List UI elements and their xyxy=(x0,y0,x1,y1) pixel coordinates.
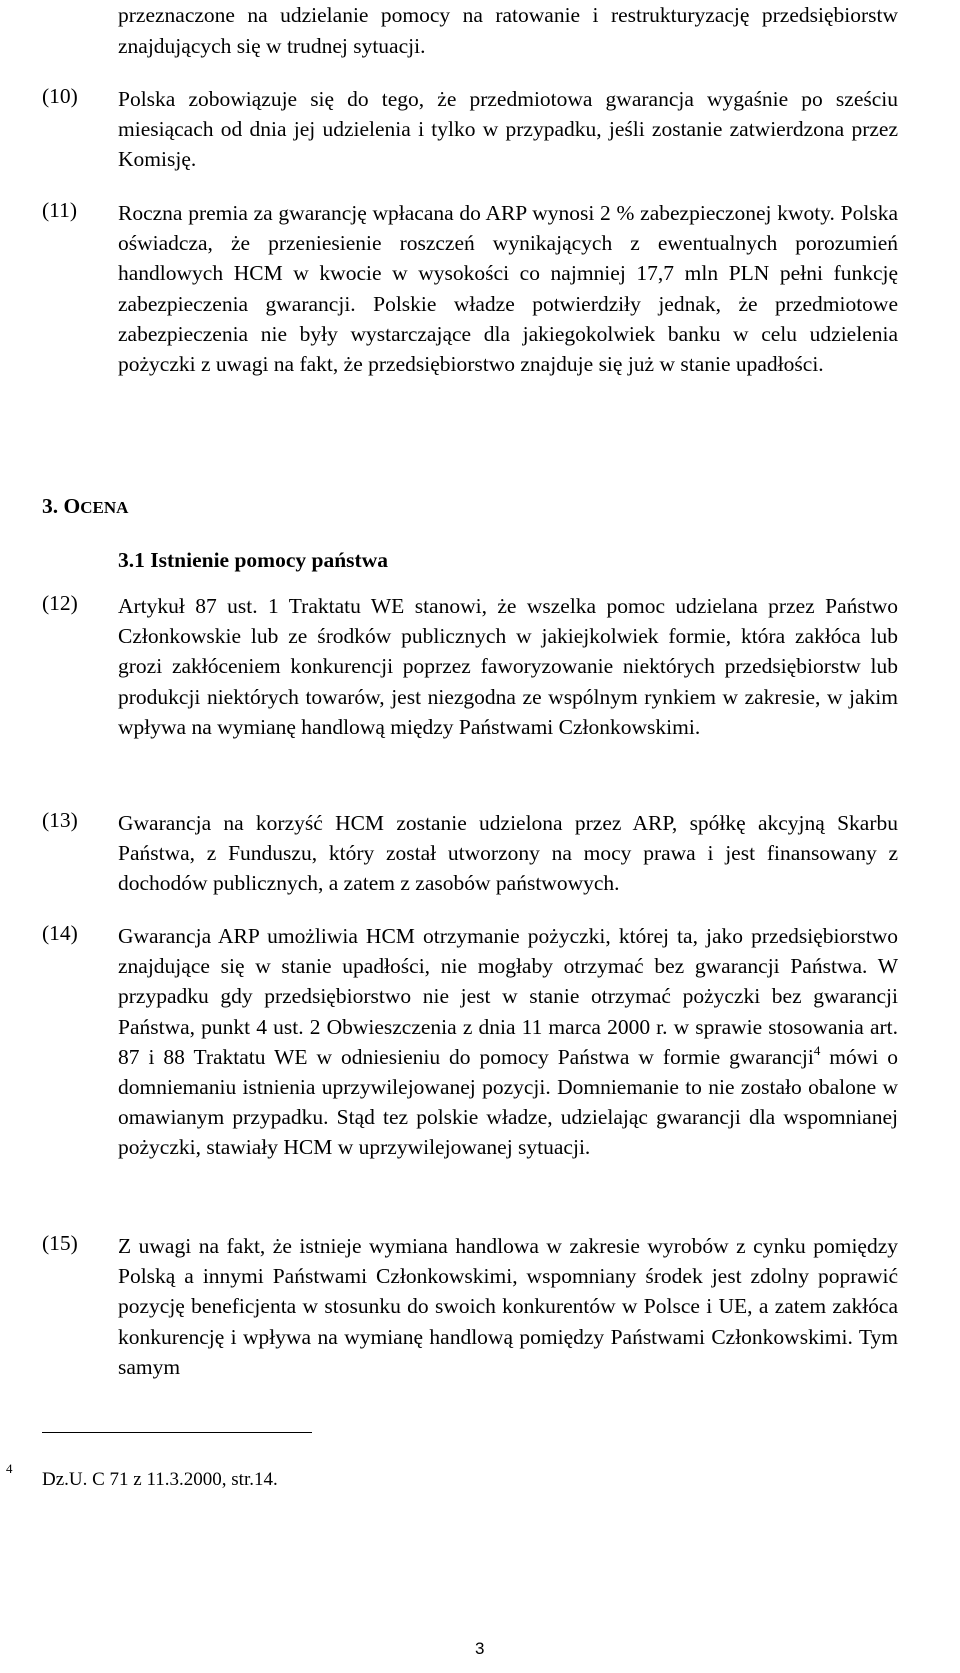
paragraph-number: (10) xyxy=(42,84,78,108)
paragraph-text: Gwarancja na korzyść HCM zostanie udzielona przez ARP, spółkę akcyjną Skarbu Państwa, z Funduszu, który został utworzony na mocy prawa i jest finansowany z dochodów publicznych, a zatem z zasobów państwowych. xyxy=(118,811,898,896)
footnote-mark: 4 xyxy=(6,1461,13,1476)
paragraph-text-part: mówi o domniemaniu istnienia uprzywilejowanej pozycji. Domniemanie to nie zostało obalone w omawianym przypadku. Stąd tez polskie władze, udzielając gwarancji dla wspomnianej pożyczki, stawiały HCM w uprzywilejowanej sytuacji. xyxy=(118,1044,898,1160)
footnote-reference: 4 xyxy=(813,1042,821,1058)
paragraph-number: (14) xyxy=(42,921,78,945)
section-heading xyxy=(42,494,128,519)
subsection-heading: 3.1 Istnienie pomocy państwa xyxy=(118,548,388,572)
paragraph-text: Polska zobowiązuje się do tego, że przedmiotowa gwarancja wygaśnie po sześciu miesiącach od dnia jej udzielenia i tylko w przypadku, jeśli zostanie zatwierdzona przez Komisję. xyxy=(118,87,898,172)
paragraph-13 xyxy=(42,808,898,899)
paragraph-text xyxy=(118,921,898,1163)
paragraph-text: Artykuł 87 ust. 1 Traktatu WE stanowi, że wszelka pomoc udzielana przez Państwo Członkowskie lub ze środków publicznych w jakiejkolwiek formie, która zakłóca lub grozi zakłóceniem konkurencji poprzez faworyzowanie niektórych przedsiębiorstw lub produkcji niektórych towarów, jest niezgodna ze wspólnym rynkiem w zakresie, w jakim wpływa na wymianę handlową między Państwami Członkowskimi. xyxy=(118,594,898,739)
footnote-separator xyxy=(42,1432,312,1433)
paragraph-15 xyxy=(42,1231,898,1382)
paragraph-14 xyxy=(42,921,898,1163)
section-number: 3. xyxy=(42,494,59,518)
paragraph-number: (11) xyxy=(42,198,78,222)
section-title-initial: O xyxy=(63,494,81,518)
paragraph-11 xyxy=(42,198,898,379)
section-title-smallcaps: CENA xyxy=(80,498,129,517)
paragraph-10 xyxy=(42,84,898,175)
paragraph-number: (15) xyxy=(42,1231,78,1255)
paragraph-number: (12) xyxy=(42,591,78,615)
paragraph-text-part: Gwarancja ARP umożliwia HCM otrzymanie pożyczki, której ta, jako przedsiębiorstwo znajdujące się w stanie upadłości, nie mogłaby otrzymać bez gwarancji Państwa. W przypadku gdy przedsiębiorstwo nie jest w stanie otrzymać pożyczki bez gwarancji Państwa, punkt 4 ust. 2 Obwieszczenia z dnia 11 marca 2000 r. w sprawie stosowania art. 87 i 88 Traktatu WE w odniesieniu do pomocy Państwa w formie gwarancji xyxy=(118,924,898,1069)
paragraph-text: Roczna premia za gwarancję wpłacana do ARP wynosi 2 % zabezpieczonej kwoty. Polska oświadcza, że przeniesienie roszczeń wynikających z ewentualnych porozumień handlowych HCM w kwocie w wysokości co najmniej 17,7 mln PLN pełni funkcję zabezpieczenia gwarancji. Polskie władze potwierdziły jednak, że przedmiotowe zabezpieczenia nie były wystarczające dla jakiegokolwiek banku w celu udzielenia pożyczki z uwagi na fakt, że przedsiębiorstwo znajduje się już w stanie upadłości. xyxy=(118,201,898,377)
footnote-text: Dz.U. C 71 z 11.3.2000, str.14. xyxy=(42,1469,278,1490)
intro-text: przeznaczone na udzielanie pomocy na ratowanie i restrukturyzację przedsiębiorstw znajdujących się w trudnej sytuacji. xyxy=(118,3,898,58)
page-number: 3 xyxy=(475,1639,485,1658)
paragraph-text: Z uwagi na fakt, że istnieje wymiana handlowa w zakresie wyrobów z cynku pomiędzy Polską a innymi Państwami Członkowskimi, wspomniany środek jest zdolny poprawić pozycję beneficjenta w stosunku do swoich konkurentów w Polsce i UE, a zatem zakłóca konkurencję i wpływa na wymianę handlową pomiędzy Państwami Członkowskimi. Tym samym xyxy=(118,1234,898,1379)
paragraph-number: (13) xyxy=(42,808,78,832)
paragraph-12 xyxy=(42,591,898,742)
